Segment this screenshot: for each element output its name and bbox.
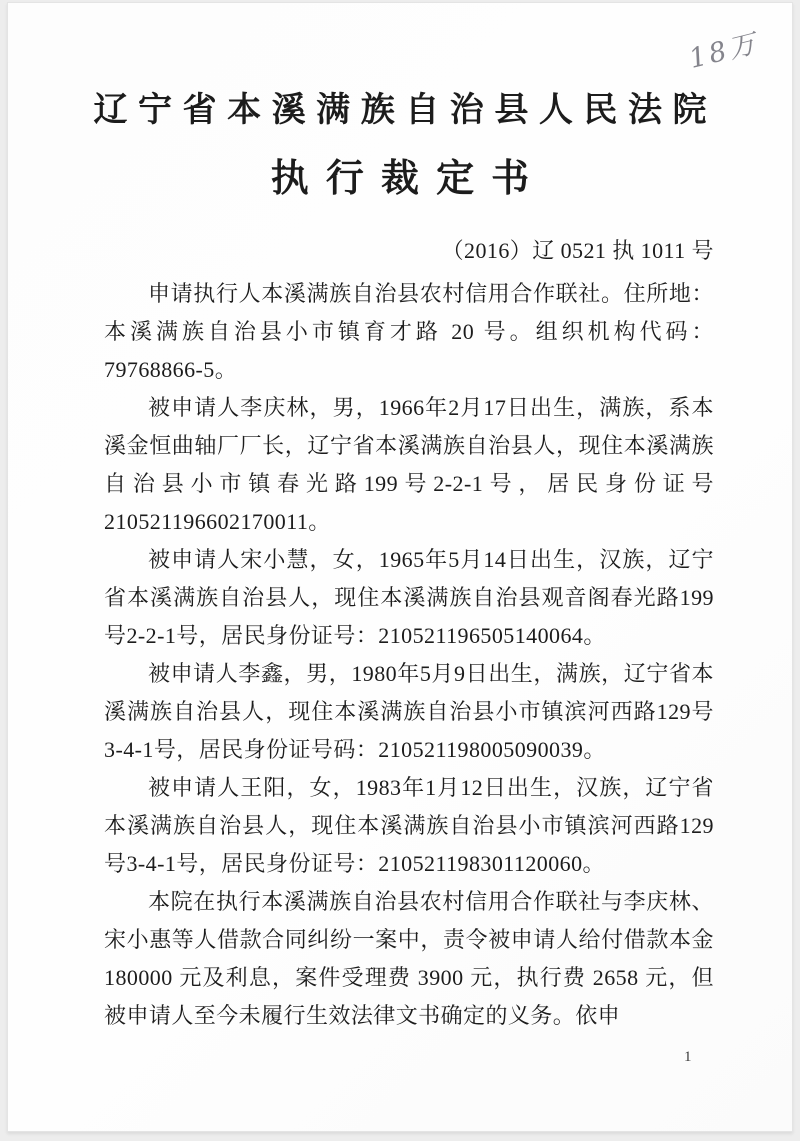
document-body — [104, 275, 714, 1035]
case-number: （2016）辽 0521 执 1011 号 — [441, 238, 714, 263]
handwritten-note: 18万 — [685, 27, 762, 75]
paragraph-respondent-li-xin: 被申请人李鑫，男，1980年5月9日出生，满族，辽宁省本溪满族自治县人，现住本溪满族自治县小市镇滨河西路129号3-4-1号，居民身份证号码：210521198005090039。 — [104, 661, 714, 762]
court-name-heading: 辽宁省本溪满族自治县人民法院 — [93, 92, 718, 129]
page-number: 1 — [684, 1049, 692, 1065]
document-title: 执行裁定书 — [270, 158, 547, 200]
paragraph-respondent-wang-yang: 被申请人王阳，女，1983年1月12日出生，汉族，辽宁省本溪满族自治县人，现住本溪满族自治县小市镇滨河西路129号3-4-1号，居民身份证号：210521198301120060。 — [104, 775, 714, 876]
paragraph-respondent-song-xiaohui: 被申请人宋小慧，女，1965年5月14日出生，汉族，辽宁省本溪满族自治县人，现住本溪满族自治县观音阁春光路199号2-2-1号，居民身份证号：210521196505140064。 — [104, 547, 714, 648]
paragraph-respondent-li-qinglin: 被申请人李庆林，男，1966年2月17日出生，满族，系本溪金恒曲轴厂厂长，辽宁省本溪满族自治县人，现住本溪满族自治县小市镇春光路199号2-2-1号，居民身份证号210521196602170011。 — [104, 395, 714, 534]
paragraph-case-summary: 本院在执行本溪满族自治县农村信用合作联社与李庆林、宋小惠等人借款合同纠纷一案中，责令被申请人给付借款本金 180000 元及利息，案件受理费 3900 元，执行费 2658 元，但被申请人至今未履行生效法律文书确定的义务。依申 — [104, 889, 714, 1028]
document-page — [7, 2, 793, 1132]
paragraph-applicant: 申请执行人本溪满族自治县农村信用合作联社。住所地：本溪满族自治县小市镇育才路 20 号。组织机构代码：79768866-5。 — [104, 281, 714, 382]
